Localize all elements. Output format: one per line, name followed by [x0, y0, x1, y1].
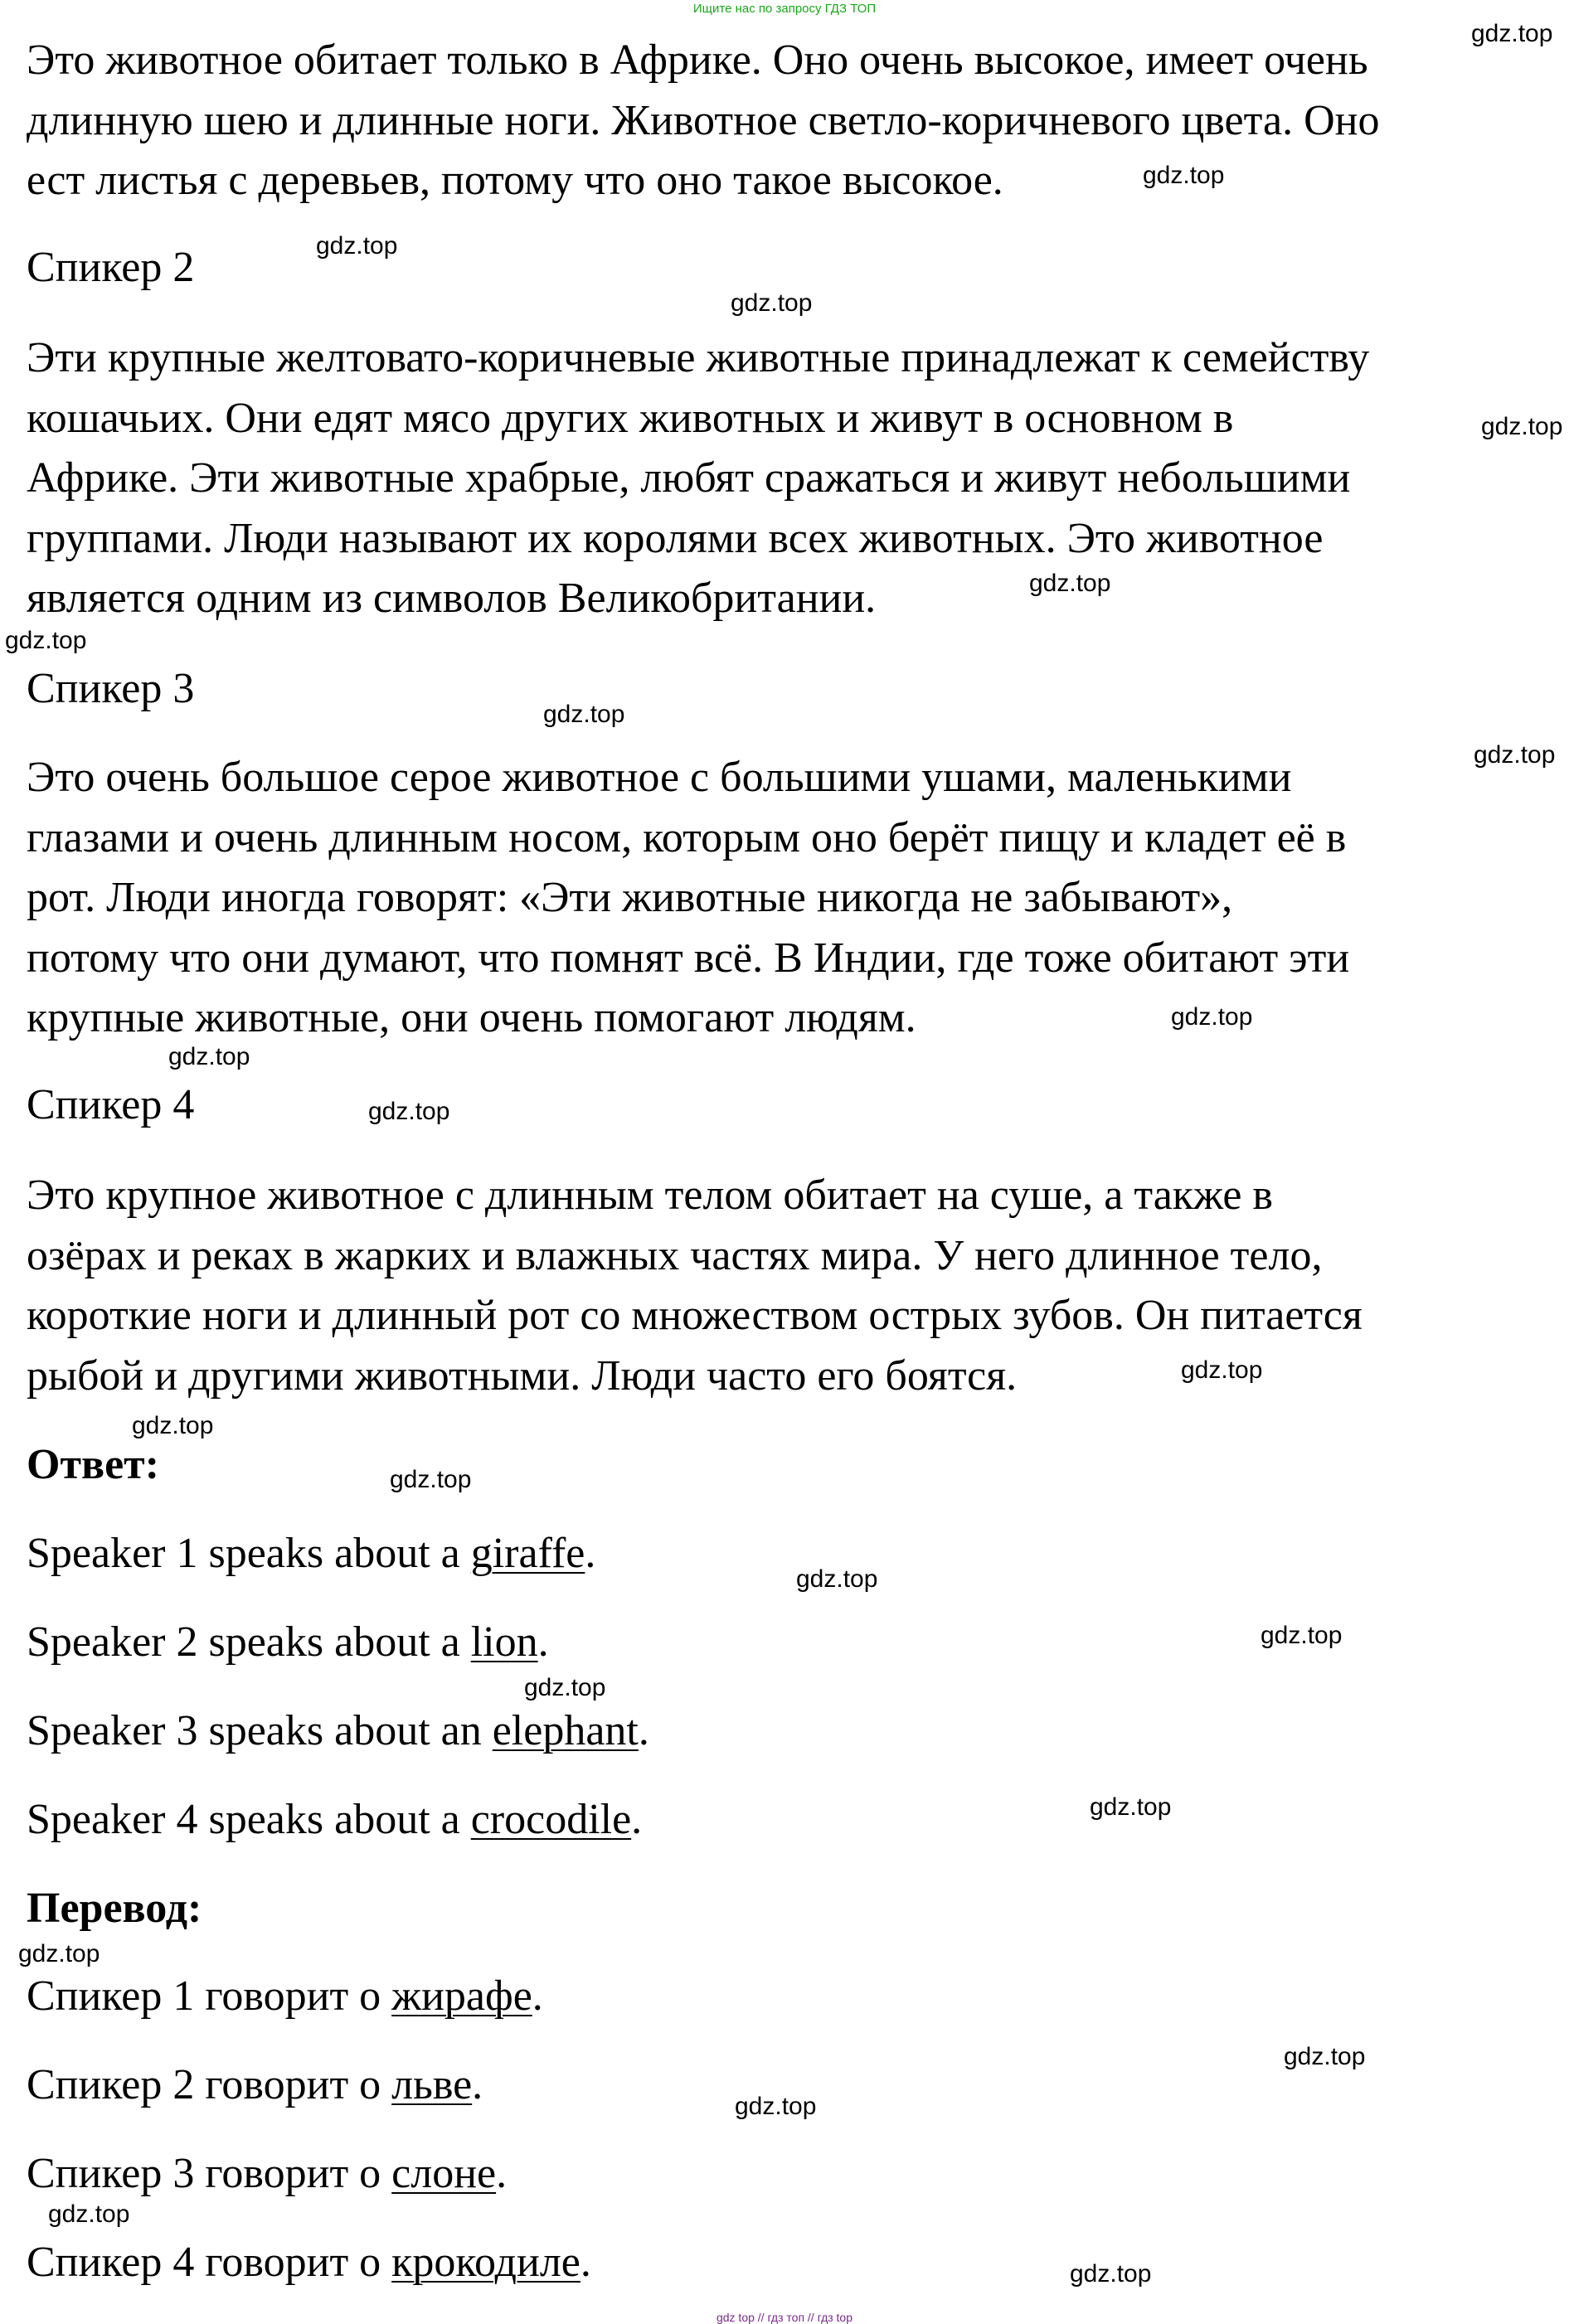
text-line: группами. Люди называют их королями всех животных. Это животное	[27, 514, 1324, 562]
watermark: gdz.top	[1474, 741, 1556, 769]
translation-row	[27, 2233, 591, 2292]
text-line: озёрах и реках в жарких и влажных частях мира. У него длинное тело,	[27, 1231, 1323, 1279]
watermark: gdz.top	[5, 627, 87, 654]
translation-row	[27, 2144, 507, 2204]
speaker4-text	[27, 1166, 1557, 1406]
text-line: Африке. Эти животные храбрые, любят сражаться и живут небольшими	[27, 454, 1351, 502]
text-line: Это очень большое серое животное с большими ушами, маленькими	[27, 754, 1292, 801]
answer-word: lion	[470, 1618, 538, 1666]
answer-prefix: Speaker 1 speaks about a	[27, 1530, 471, 1577]
translation-suffix: .	[496, 2150, 508, 2197]
speaker2-label: Спикер 2	[27, 244, 195, 291]
text-line: глазами и очень длинным носом, которым оно берёт пищу и кладет её в	[27, 813, 1347, 861]
watermark: gdz.top	[735, 2093, 817, 2120]
watermark: gdz.top	[1471, 20, 1553, 47]
text-line: крупные животные, они очень помогают людям.	[27, 994, 916, 1041]
watermark: gdz.top	[368, 1098, 450, 1125]
answer-prefix: Speaker 3 speaks about an	[27, 1707, 493, 1754]
translation-suffix: .	[532, 1972, 543, 2020]
text-line: короткие ноги и длинный рот со множеством острых зубов. Он питается	[27, 1292, 1363, 1339]
answer-prefix: Speaker 4 speaks about a	[27, 1796, 471, 1843]
text-line: Эти крупные желтовато-коричневые животные принадлежат к семейству	[27, 334, 1370, 381]
translation-prefix: Спикер 2 говорит о	[27, 2061, 392, 2108]
watermark: gdz.top	[132, 1412, 214, 1439]
watermark: gdz.top	[1481, 413, 1563, 440]
speaker4-label: Спикер 4	[27, 1081, 195, 1128]
watermark: gdz.top	[1171, 1003, 1253, 1031]
translation-prefix: Спикер 1 говорит о	[27, 1972, 392, 2020]
top-banner[interactable]: Ищите нас по запросу ГДЗ ТОП	[692, 2, 877, 16]
text-line: рот. Люди иногда говорят: «Эти животные никогда не забывают»,	[27, 874, 1233, 921]
text-line: Это животное обитает только в Африке. Оно очень высокое, имеет очень	[27, 36, 1368, 84]
text-line: является одним из символов Великобритании.	[27, 575, 877, 622]
speaker1-text	[27, 31, 1557, 211]
watermark: gdz.top	[18, 1940, 100, 1967]
text-line: Это крупное животное с длинным телом обитает на суше, а также в	[27, 1172, 1273, 1219]
answer-word: elephant	[492, 1707, 639, 1754]
text-line: рыбой и другими животными. Люди часто его боятся.	[27, 1351, 1018, 1400]
speaker2-text	[27, 328, 1557, 629]
translation-suffix: .	[580, 2239, 591, 2286]
text-line: длинную шею и длинные ноги. Животное светло-коричневого цвета. Оно	[27, 96, 1380, 144]
watermark: gdz.top	[796, 1565, 878, 1593]
translation-heading: Перевод:	[27, 1885, 202, 1932]
answer-prefix: Speaker 2 speaks about a	[27, 1618, 471, 1666]
translation-row	[27, 1967, 543, 2026]
answer-word: giraffe	[470, 1530, 585, 1577]
answer-suffix: .	[638, 1707, 649, 1754]
text-line: ест листья с деревьев, потому что оно такое высокое.	[27, 157, 1003, 204]
answer-row	[27, 1524, 595, 1584]
answer-suffix: .	[631, 1796, 643, 1843]
translation-row	[27, 2055, 483, 2115]
answer-suffix: .	[585, 1530, 596, 1577]
answer-row	[27, 1790, 642, 1850]
answer-suffix: .	[537, 1618, 549, 1666]
watermark: gdz.top	[1181, 1356, 1263, 1384]
answer-row	[27, 1701, 649, 1761]
watermark: gdz.top	[1261, 1622, 1343, 1649]
watermark: gdz.top	[1070, 2260, 1152, 2288]
speaker3-label: Спикер 3	[27, 665, 195, 712]
translation-word: льве	[391, 2061, 473, 2108]
watermark: gdz.top	[390, 1466, 472, 1493]
watermark: gdz.top	[543, 701, 625, 728]
text-line: кошачьих. Они едят мясо других животных и живут в основном в	[27, 394, 1234, 442]
watermark: gdz.top	[1090, 1793, 1172, 1821]
answer-heading: Ответ:	[27, 1441, 160, 1488]
watermark: gdz.top	[1284, 2043, 1366, 2070]
text-line: потому что они думают, что помнят всё. В Индии, где тоже обитают эти	[27, 934, 1350, 982]
watermark: gdz.top	[731, 289, 813, 317]
speaker3-text	[27, 748, 1557, 1049]
translation-suffix: .	[472, 2061, 483, 2108]
watermark: gdz.top	[1029, 570, 1111, 597]
watermark: gdz.top	[524, 1674, 606, 1701]
answer-row	[27, 1613, 549, 1672]
watermark: gdz.top	[316, 232, 398, 260]
watermark: gdz.top	[1143, 162, 1225, 189]
translation-word: крокодиле	[391, 2239, 580, 2286]
bottom-banner[interactable]: gdz top // гдз топ // гдз top	[716, 2311, 853, 2324]
watermark: gdz.top	[168, 1043, 250, 1070]
translation-word: слоне	[391, 2150, 497, 2197]
translation-prefix: Спикер 4 говорит о	[27, 2239, 392, 2286]
answer-word: crocodile	[470, 1796, 632, 1843]
watermark: gdz.top	[48, 2200, 130, 2228]
translation-prefix: Спикер 3 говорит о	[27, 2150, 392, 2197]
translation-word: жирафе	[391, 1972, 532, 2020]
